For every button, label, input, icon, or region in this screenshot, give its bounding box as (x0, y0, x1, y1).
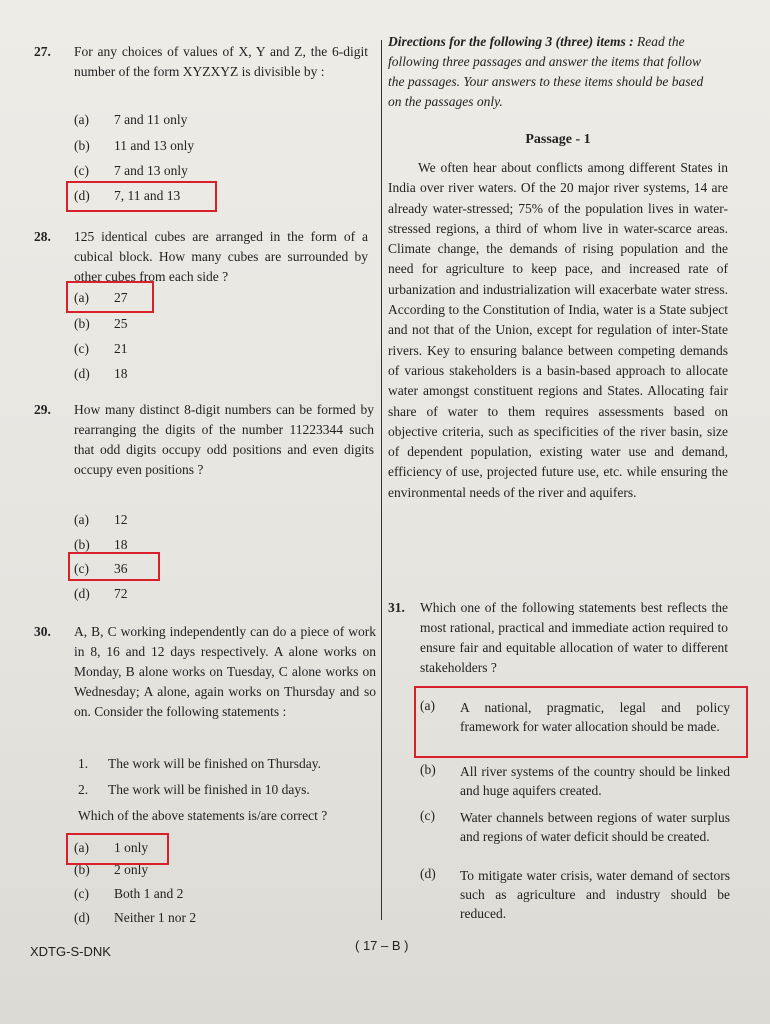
question-text: A, B, C working independently can do a piece of work in 8, 16 and 12 days respectively. A alone works on Monday, B alone works on Tuesday, C alone works on Wednesday; A alone, again works on Thursday and so on. Consider the following statements : (74, 624, 376, 719)
q30-option-b[interactable]: (b) 2 only (74, 862, 149, 877)
q27-option-a[interactable]: (a) 7 and 11 only (74, 112, 188, 127)
question-30 (34, 622, 376, 752)
question-text: 125 identical cubes are arranged in the form of a cubical block. How many cubes are surrounded by other cubes from each side ? (74, 229, 368, 284)
q28-option-a[interactable]: (a) 27 (74, 290, 128, 305)
q30-option-d[interactable]: (d) Neither 1 nor 2 (74, 910, 197, 925)
q31-option-b[interactable]: (b) All river systems of the country should be linked and huge aquifers created. (420, 762, 730, 798)
directions (388, 32, 718, 112)
paper-code: XDTG-S-DNK (30, 944, 111, 959)
question-text: How many distinct 8-digit numbers can be formed by rearranging the digits of the number 11223344 such that odd digits occupy odd positions and even digits occupy even positions ? (74, 402, 374, 477)
answer-highlight-box (66, 281, 154, 313)
q31-option-d[interactable]: (d) To mitigate water crisis, water demand of sectors such as agriculture and industry should be reduced. (420, 866, 730, 921)
passage-title: Passage - 1 (525, 132, 591, 147)
q31-option-a[interactable]: (a) A national, pragmatic, legal and policy framework for water allocation should be made. (420, 698, 730, 734)
directions-text: Read the following three passages and answer the items that follow the passages. Your answers to these items should be based on the passages only. (388, 34, 704, 109)
question-number: 30. (34, 624, 51, 639)
answer-highlight-box (68, 552, 160, 581)
page-number: ( 17 – B ) (355, 938, 409, 953)
q27-option-d[interactable]: (d) 7, 11 and 13 (74, 188, 181, 203)
q30-statement-1: 1. The work will be finished on Thursday. (78, 756, 321, 771)
q30-option-a[interactable]: (a) 1 only (74, 840, 149, 855)
answer-highlight-box (66, 181, 217, 212)
question-number: 28. (34, 229, 51, 244)
q29-option-a[interactable]: (a) 12 (74, 512, 128, 527)
question-31 (388, 598, 728, 688)
q27-option-c[interactable]: (c) 7 and 13 only (74, 163, 188, 178)
column-divider (381, 40, 382, 920)
directions-title: Directions for the following 3 (three) items : (388, 34, 634, 49)
q30-option-c[interactable]: (c) Both 1 and 2 (74, 886, 184, 901)
q29-option-b[interactable]: (b) 18 (74, 537, 128, 552)
question-29 (34, 400, 374, 500)
answer-highlight-box (66, 833, 169, 865)
passage-text: We often hear about conflicts among different States in India over river waters. Of the 20 major river systems, 14 are already water-stressed; 75% of the population lives in water-stressed regions, a third of whom live in water-scarce areas. Climate change, the demands of rising population and the need for agriculture to keep pace, and increased rate of urbanization and industrialization will exacerbate water stress. According to the Constitution of India, water is a State subject and not that of the Union, except for regulation of inter-State rivers. Key to ensuring balance between competing demands of various stakeholders is a basin-based approach to allocate water amongst constituent regions and States. Allocating fair share of water to them requires assessments based on objective criteria, such as specificities of the river basin, size of dependent population, existing water use and demand, efficiency of use, projected future use, etc. while ensuring the environmental needs of the river and aquifers. (388, 160, 728, 500)
q28-option-c[interactable]: (c) 21 (74, 341, 128, 356)
q28-option-d[interactable]: (d) 18 (74, 366, 128, 381)
question-number: 31. (388, 600, 405, 615)
q31-option-c[interactable]: (c) Water channels between regions of water surplus and regions of water deficit should be created. (420, 808, 730, 844)
q30-statement-2: 2. The work will be finished in 10 days. (78, 782, 310, 797)
q30-prompt: Which of the above statements is/are correct ? (78, 808, 328, 823)
question-number: 29. (34, 402, 51, 417)
question-text: For any choices of values of X, Y and Z, the 6-digit number of the form XYZXYZ is divisible by : (74, 44, 368, 79)
q29-option-d[interactable]: (d) 72 (74, 586, 128, 601)
question-28 (34, 227, 368, 287)
question-text: Which one of the following statements best reflects the most rational, practical and immediate action required to ensure fair and equitable allocation of water to different stakeholders ? (420, 600, 728, 675)
answer-highlight-box (414, 686, 748, 758)
q28-option-b[interactable]: (b) 25 (74, 316, 128, 331)
q29-option-c[interactable]: (c) 36 (74, 561, 128, 576)
question-number: 27. (34, 44, 51, 59)
q27-option-b[interactable]: (b) 11 and 13 only (74, 138, 195, 153)
